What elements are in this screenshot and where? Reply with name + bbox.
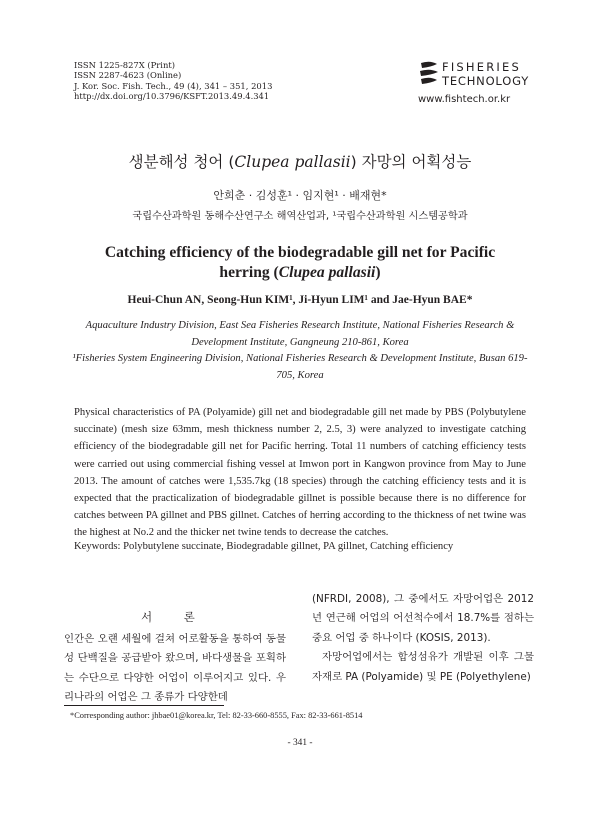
intro-right-paragraph-1: (NFRDI, 2008), 그 중에서도 자망어업은 2012년 연근해 어업의 어선척수에서 18.7%를 점하는 중요 어업 중 하나이다 (KOSIS, 2013). — [312, 593, 534, 644]
page-number: - 341 - — [287, 738, 313, 748]
issn-online: ISSN 2287-4623 (Online) — [74, 70, 182, 81]
korean-title-suffix: ) 자망의 어획성능 — [350, 153, 472, 171]
english-affiliations — [70, 318, 530, 384]
fish-logo-icon — [418, 60, 440, 86]
footnote-divider — [64, 705, 224, 706]
journal-url[interactable]: www.fishtech.or.kr — [418, 94, 511, 105]
english-title-species: Clupea pallasii — [278, 264, 376, 281]
affiliation-2: ¹Fisheries System Engineering Division, National Fisheries Research & Development Institute, Busan 619-705, Korea — [72, 353, 528, 381]
logo-text-technology: TECHNOLOGY — [442, 74, 530, 88]
journal-meta — [74, 60, 272, 102]
english-authors: Heui-Chun AN, Seong-Hun KIM¹, Ji-Hyun LIM¹ and Jae-Hyun BAE* — [127, 294, 473, 306]
intro-right-paragraph-2: 자망어업에서는 합성섬유가 개발된 이후 그물 자재로 PA (Polyamide) 및 PE (Polyethylene) — [312, 651, 534, 683]
english-title-end: ) — [375, 264, 381, 281]
english-title — [80, 243, 520, 283]
intro-left-column: 인간은 오랜 세월에 걸쳐 어로활동을 통하여 동물성 단백질을 공급받아 왔으며, 바다생물을 포획하는 수단으로 다양한 어업이 이루어지고 있다. 우리나라의 어업은 그 종류가 다양한데 — [64, 633, 286, 704]
korean-affiliation: 국립수산과학원 동해수산연구소 해역산업과, ¹국립수산과학원 시스템공학과 — [132, 211, 468, 222]
doi-link[interactable]: http://dx.doi.org/10.3796/KSFT.2013.49.4.341 — [74, 91, 270, 102]
issn-print: ISSN 1225-827X (Print) — [74, 60, 175, 70]
korean-title-species: Clupea pallasii — [234, 153, 351, 171]
citation: J. Kor. Soc. Fish. Tech., 49 (4), 341 – 351, 2013 — [74, 80, 273, 91]
corresponding-author-footnote: *Corresponding author: jhbae01@korea.kr, Tel: 82-33-660-8555, Fax: 82-33-661-8514 — [70, 711, 363, 720]
english-title-main: Catching efficiency of the biodegradable gill net for Pacific herring ( — [104, 244, 496, 281]
korean-title-prefix: 생분해성 청어 ( — [128, 153, 235, 171]
abstract: Physical characteristics of PA (Polyamide) gill net and biodegradable gill net made by PBS (Polybutylene succinate) (mesh size 63mm, mesh thickness number 2, 2.5, 3) were analyzed to investigate catching efficiency of the biodegradable gill net for Pacific herring. Total 11 numbers of catching efficiency tests were carried out using commercial fishing vessel at Imwon port in Kangwon province from May to June 2013. The amount of catches were 1,535.7kg (18 species) through the catching efficiency tests and it is expected that the practicalization of biodegradable gillnet is possible because there is no difference for catches between PA gillnet and PBS gillnet. Catches of herring according to the thickness of net twine was the highest at No.2 and the thicker net twine tends to decrease the catches. — [74, 407, 526, 539]
affiliation-1: Aquaculture Industry Division, East Sea Fisheries Research Institute, National Fisheries Research & Development Institute, Gangneung 210-861, Korea — [85, 320, 515, 348]
korean-title — [0, 150, 600, 172]
keywords: Keywords: Polybutylene succinate, Biodegradable gillnet, PA gillnet, Catching efficiency — [74, 541, 454, 552]
logo-text-fisheries: FISHERIES — [442, 60, 521, 74]
section-heading-introduction: 서 론 — [141, 610, 209, 624]
intro-right-column — [312, 590, 534, 687]
korean-authors: 안희춘 · 김성훈¹ · 임지현¹ · 배재현* — [213, 189, 387, 202]
